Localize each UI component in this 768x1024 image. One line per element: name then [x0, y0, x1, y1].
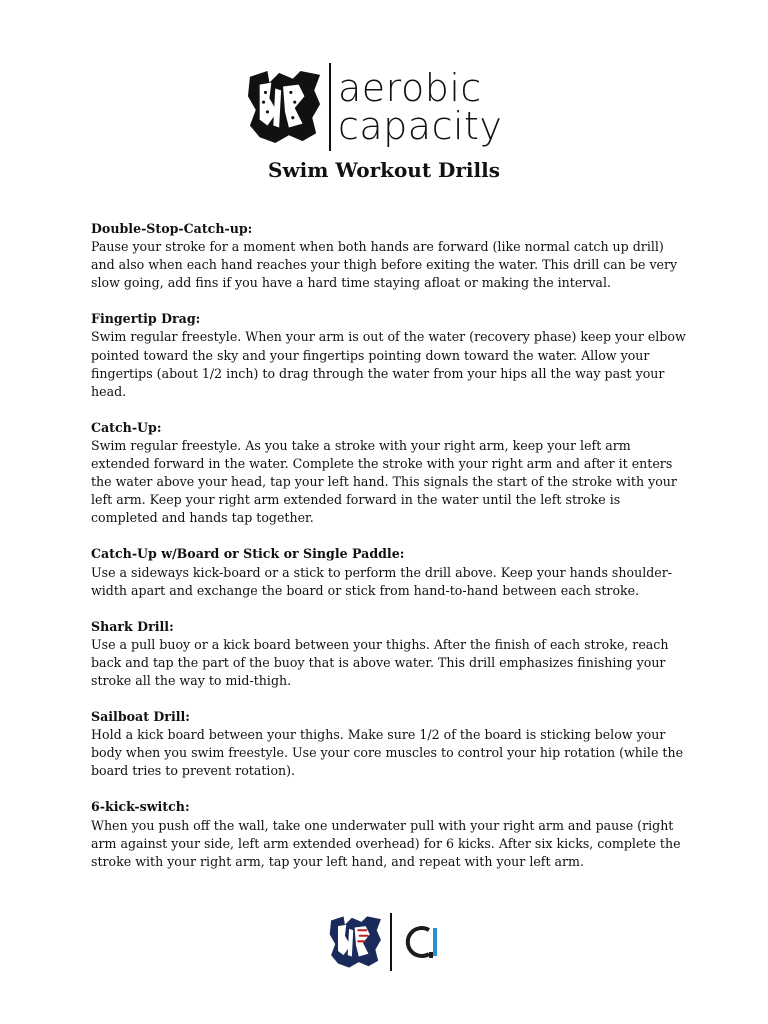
drill-description: Pause your stroke for a moment when both hands are forward (like normal catch up drill) and also when each hand reaches your thigh before exiting the water. This drill can be very slow going, add fins if you have a hard time staying afloat or making the interval. [91, 239, 678, 291]
header-logo [246, 62, 502, 152]
drill-section [91, 220, 689, 292]
logo-divider [329, 63, 331, 151]
footer-logo [328, 913, 441, 971]
drill-heading: 6-kick-switch: [91, 799, 190, 815]
drill-heading: Sailboat Drill: [91, 709, 190, 725]
drill-heading: Catch-Up: [91, 419, 162, 435]
logo-word-aerobic: aerobic [338, 66, 482, 110]
g-logo-icon [399, 922, 441, 962]
drill-section [91, 419, 689, 528]
logo-word-capacity: capacity [338, 104, 503, 148]
drill-description: Hold a kick board between your thighs. Make sure 1/2 of the board is sticking below your body when you swim freestyle. Use your core muscles to control your hip rotation (while the board tries to prevent rotation). [91, 727, 684, 779]
drill-description: Use a sideways kick-board or a stick to perform the drill above. Keep your hands shoulder-width apart and exchange the board or stick from hand-to-hand between each stroke. [91, 564, 673, 598]
drill-heading: Catch-Up w/Board or Stick or Single Paddle: [91, 546, 405, 562]
brand-emblem-icon [246, 69, 324, 145]
drill-section [91, 545, 689, 599]
drill-section [91, 798, 689, 870]
drill-description: When you push off the wall, take one underwater pull with your right arm and pause (right arm against your side, left arm extended overhead) for 6 kicks. After six kicks, complete the stroke with your right arm, tap your left hand, and repeat with your left arm. [91, 817, 681, 869]
drill-section [91, 618, 689, 690]
drill-list [91, 220, 689, 889]
drill-description: Use a pull buoy or a kick board between your thighs. After the finish of each stroke, reach back and tap the part of the buoy that is above water. This drill emphasizes finishing your stroke all the way to mid-thigh. [91, 636, 669, 688]
drill-description: Swim regular freestyle. When your arm is out of the water (recovery phase) keep your elbow pointed toward the sky and your fingertips pointing down toward the water. Allow your fingertips (about 1/2 inch) to drag through the water from your hips all the way past your head. [91, 329, 686, 399]
drill-heading: Shark Drill: [91, 618, 174, 634]
logo-wordmark [338, 66, 503, 148]
drill-heading: Fingertip Drag: [91, 311, 201, 327]
drill-section [91, 310, 689, 400]
drill-description: Swim regular freestyle. As you take a stroke with your right arm, keep your left arm extended forward in the water. Complete the stroke with your right arm and after it enters the water above your head, tap your left hand. This signals the start of the stroke with your left arm. Keep your right arm extended forward in the water until the left stroke is completed and hands tap together. [91, 437, 677, 526]
footer-divider [390, 913, 392, 971]
brand-emblem-icon [328, 915, 384, 969]
drill-section [91, 708, 689, 780]
drill-heading: Double-Stop-Catch-up: [91, 221, 253, 236]
page-title: Swim Workout Drills [268, 158, 500, 182]
